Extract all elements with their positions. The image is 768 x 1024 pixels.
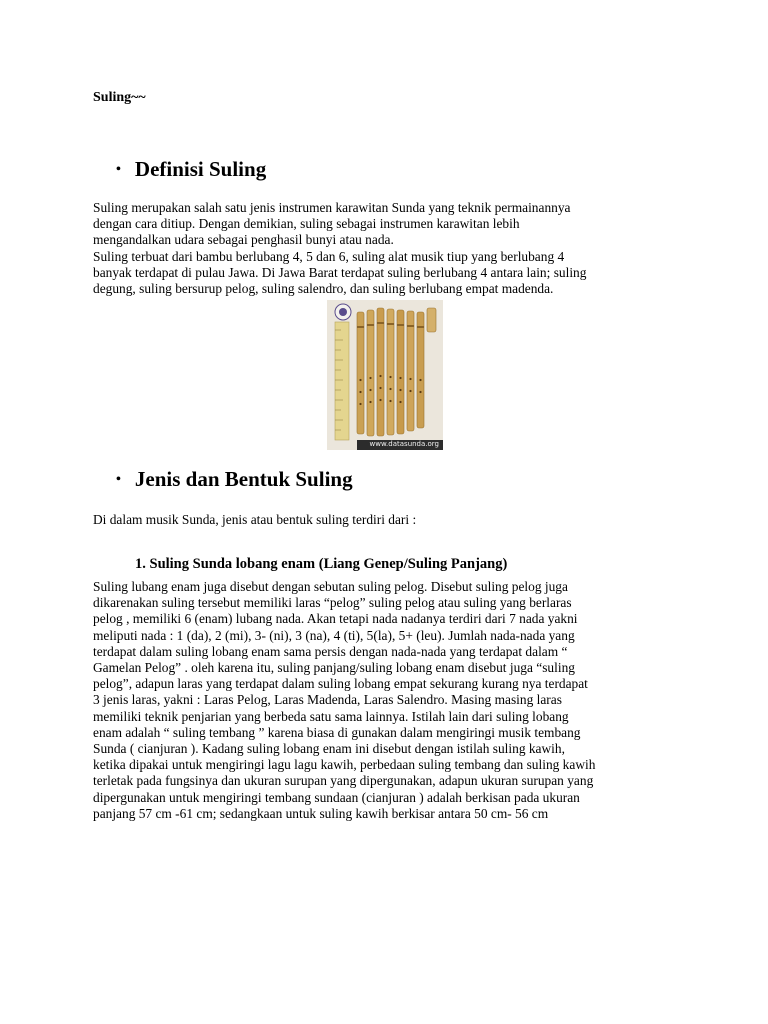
paragraph-line: enam adalah “ suling tembang ” karena biasa di gunakan dalam mengiringi musik tembang: [93, 724, 581, 740]
paragraph-line: pelog”, adapun laras yang terdapat dalam suling lobang empat sekurang kurang nya terdapat: [93, 676, 588, 692]
bullet-icon: •: [116, 471, 121, 487]
paragraph-line: panjang 57 cm -61 cm; sedangkaan untuk suling kawih berkisar antara 50 cm- 56 cm: [93, 805, 549, 821]
section-heading-jenis: [116, 467, 353, 492]
suling-illustration: [327, 300, 443, 450]
section-intro: [93, 512, 693, 528]
suling-photo: [327, 300, 443, 450]
paragraph-line: banyak terdapat di pulau Jawa. Di Jawa Barat terdapat suling berlubang 4 antara lain; suling: [93, 264, 587, 280]
paragraph-line: dipergunakan untuk mengiringi tembang sundaan (cianjuran ) adalah berkisan pada ukuran: [93, 789, 580, 805]
paragraph-line: dengan cara ditiup. Dengan demikian, suling sebagai instrumen karawitan lebih: [93, 216, 520, 232]
paragraph-line: degung, suling bersurup pelog, suling salendro, dan suling berlubang empat madenda.: [93, 281, 554, 297]
paragraph-line: terdapat dalam suling lobang enam sama persis dengan nada-nada yang terdapat dalam “: [93, 643, 568, 659]
bullet-icon: •: [116, 161, 121, 177]
paragraph-line: dikarenakan suling tersebut memiliki laras “pelog” suling pelog atau suling yang berlaras: [93, 595, 572, 611]
photo-caption: www.datasunda.org: [369, 440, 439, 448]
paragraph-line: meliputi nada : 1 (da), 2 (mi), 3- (ni), 3 (na), 4 (ti), 5(la), 5+ (leu). Jumlah nada-nada yang: [93, 627, 575, 643]
paragraph-line: Gamelan Pelog” . oleh karena itu, suling panjang/suling lobang enam disebut juga “suling: [93, 660, 575, 676]
definition-paragraph: [93, 200, 693, 297]
paragraph-line: Suling lubang enam juga disebut dengan sebutan suling pelog. Disebut suling pelog juga: [93, 579, 568, 594]
paragraph-line: Suling merupakan salah satu jenis instrumen karawitan Sunda yang teknik permainannya: [93, 200, 571, 215]
paragraph-line: mengandalkan udara sebagai penghasil bunyi atau nada.: [93, 232, 394, 248]
paragraph-line: terletak pada fungsinya dan ukuran surupan yang dipergunakan, adapun ukuran surupan yang: [93, 773, 594, 789]
paragraph-line: pelog , memiliki 6 (enam) lubang nada. Akan tetapi nada nadanya terdiri dari 7 nada yakni: [93, 611, 578, 627]
section-heading-definisi: [116, 157, 266, 182]
paragraph-line: Sunda ( cianjuran ). Kadang suling lobang enam ini disebut dengan istilah suling kawih,: [93, 741, 565, 757]
section-heading-text: Jenis dan Bentuk Suling: [134, 467, 353, 491]
suling-description-paragraph: [93, 579, 693, 822]
paragraph-line: Di dalam musik Sunda, jenis atau bentuk suling terdiri dari :: [93, 512, 417, 527]
section-heading-text: Definisi Suling: [134, 157, 267, 181]
paragraph-line: 3 jenis laras, yakni : Laras Pelog, Laras Madenda, Laras Salendro. Masing masing laras: [93, 692, 562, 708]
paragraph-line: Suling terbuat dari bambu berlubang 4, 5 dan 6, suling alat musik tiup yang berlubang 4: [93, 248, 565, 264]
paragraph-line: memiliki teknik penjarian yang berbeda satu sama lainnya. Istilah lain dari suling lobang: [93, 708, 569, 724]
list-item-heading: 1. Suling Sunda lobang enam (Liang Genep/Suling Panjang): [135, 556, 508, 572]
paragraph-line: ketika dipakai untuk mengiringi lagu lagu kawih, perbedaan suling tembang dan suling kawih: [93, 757, 596, 773]
document-title: Suling~~: [93, 90, 146, 105]
